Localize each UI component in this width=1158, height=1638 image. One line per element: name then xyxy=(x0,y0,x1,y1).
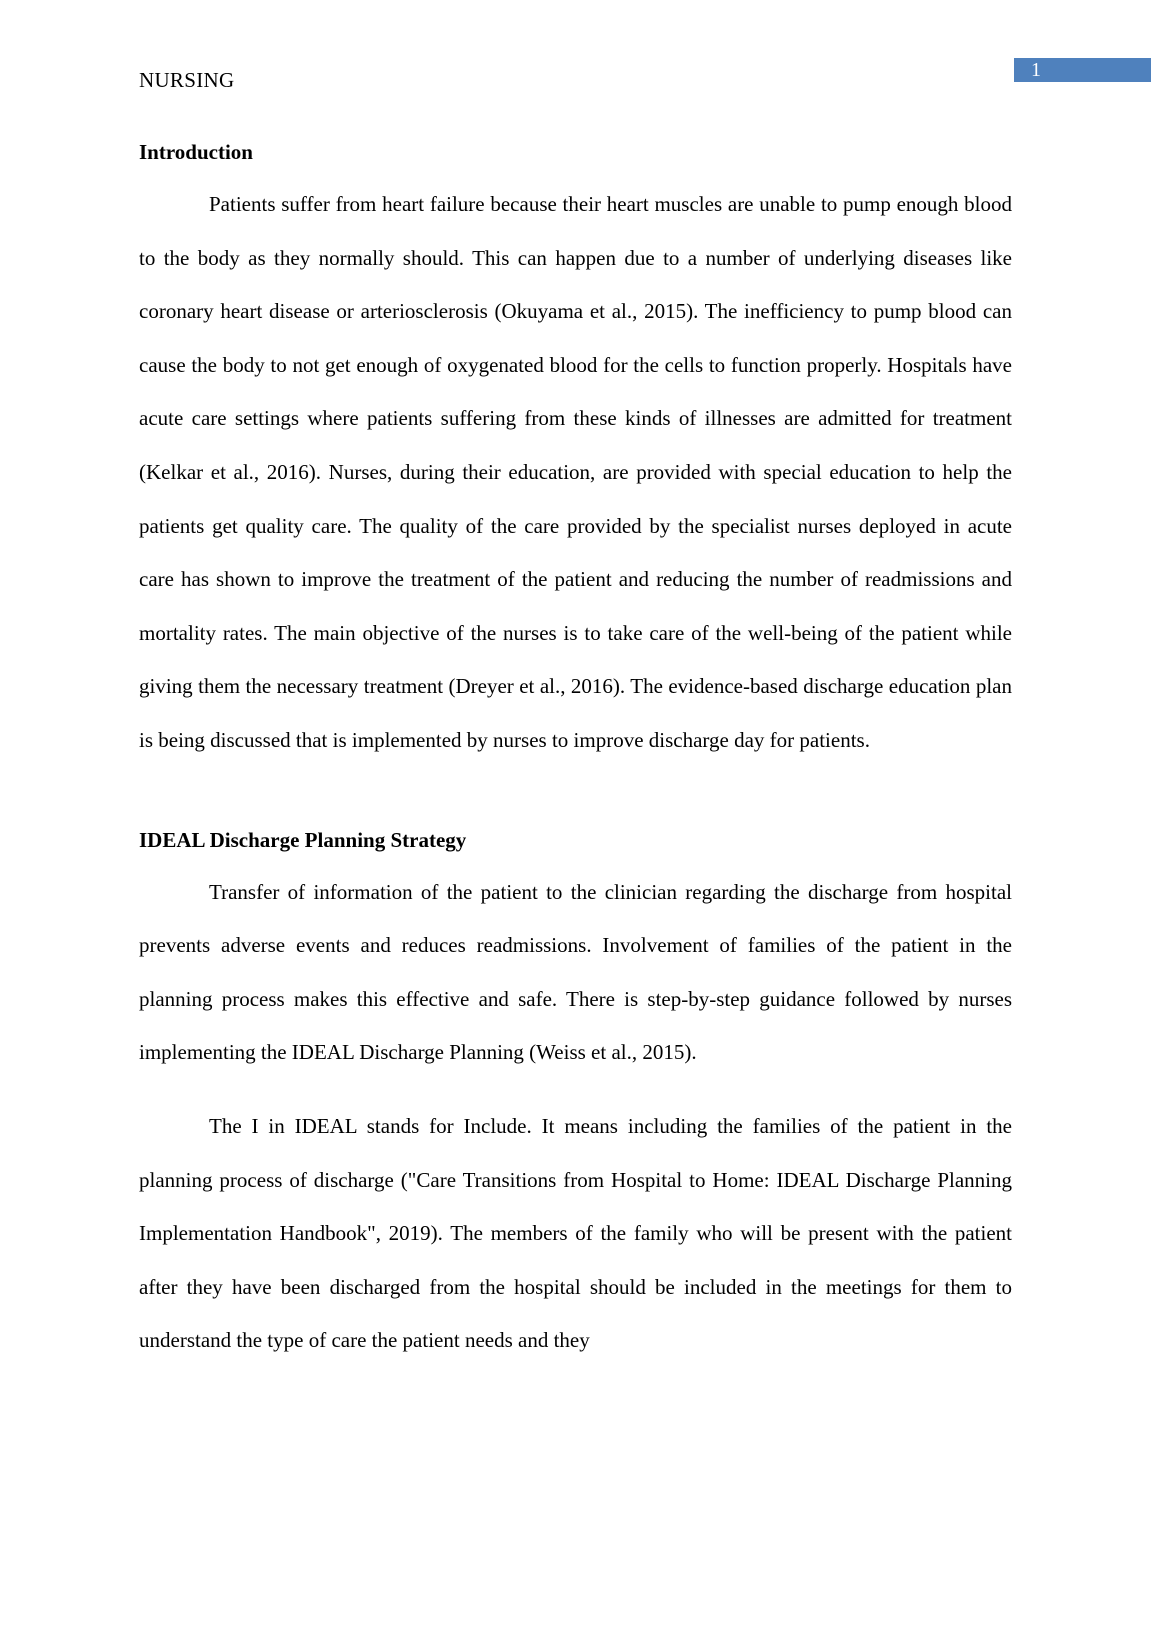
running-head: NURSING xyxy=(139,68,235,92)
ideal-paragraph-2: The I in IDEAL stands for Include. It means including the families of the patient in the planning process of discharge ("Care Transitions from Hospital to Home: IDEAL Discharge Planning Implementation Handbook", 2019). The members of the family who will be present with the patient after they have been discharged from the hospital should be included in the meetings for them to understand the type of care the patient needs and they xyxy=(139,1113,1012,1353)
introduction-heading: Introduction xyxy=(139,140,253,164)
page-number-bar xyxy=(1014,58,1151,82)
page-number: 1 xyxy=(1031,59,1041,81)
document-body xyxy=(139,136,1012,1368)
ideal-heading: IDEAL Discharge Planning Strategy xyxy=(139,827,467,852)
introduction-paragraph: Patients suffer from heart failure because their heart muscles are unable to pump enough blood to the body as they normally should. This can happen due to a number of underlying diseases like coronary heart disease or arteriosclerosis (Okuyama et al., 2015). The inefficiency to pump blood can cause the body to not get enough of oxygenated blood for the cells to function properly. Hospitals have acute care settings where patients suffering from these kinds of illnesses are admitted for treatment (Kelkar et al., 2016). Nurses, during their education, are provided with special education to help the patients get quality care. The quality of the care provided by the specialist nurses deployed in acute care has shown to improve the treatment of the patient and reducing the number of readmissions and mortality rates. The main objective of the nurses is to take care of the well-being of the patient while giving them the necessary treatment (Dreyer et al., 2016). The evidence-based discharge education plan is being discussed that is implemented by nurses to improve discharge day for patients. xyxy=(139,192,1012,752)
ideal-paragraph-1: Transfer of information of the patient to the clinician regarding the discharge from hospital prevents adverse events and reduces readmissions. Involvement of families of the patient in the planning process makes this effective and safe. There is step-by-step guidance followed by nurses implementing the IDEAL Discharge Planning (Weiss et al., 2015). xyxy=(139,879,1012,1065)
